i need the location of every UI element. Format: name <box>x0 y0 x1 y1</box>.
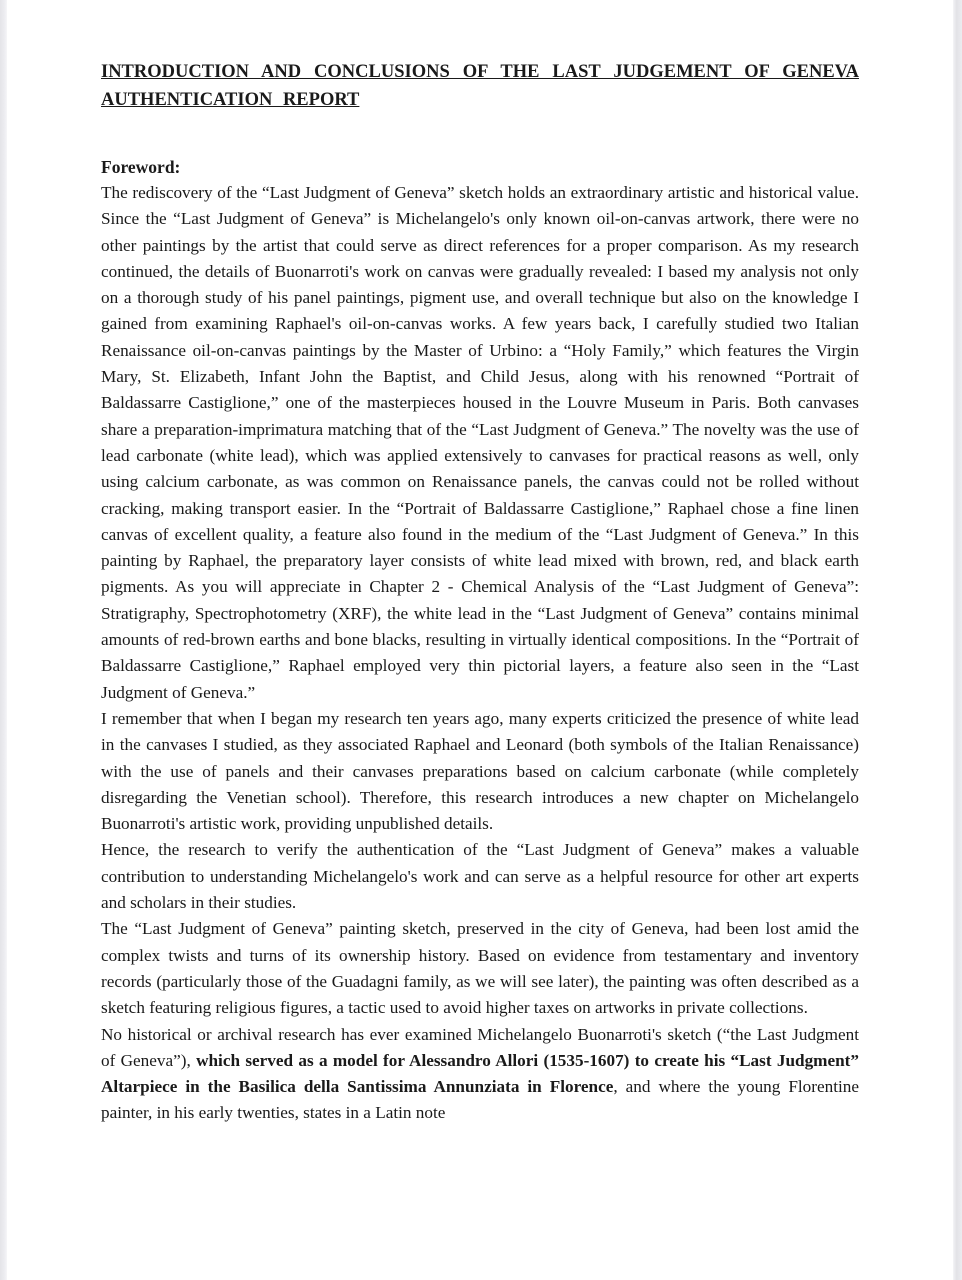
paragraph-4: The “Last Judgment of Geneva” painting sketch, preserved in the city of Geneva, had been lost amid the complex twists and turns of its ownership history. Based on evidence from testamentary and inventory records (particularly those of the Guadagni family, as we will see later), the painting was often described as a sketch featuring religious figures, a tactic used to avoid higher taxes on artworks in private collections. <box>101 919 859 1018</box>
document-title <box>101 58 859 114</box>
paragraph-5-text-b: , and where the young Florentine painter, in his early twenties, states in a Latin note <box>101 1077 859 1123</box>
title-line-2: AUTHENTICATION REPORT <box>101 90 360 110</box>
paragraph-1: The rediscovery of the “Last Judgment of Geneva” sketch holds an extraordinary artistic and historical value. Since the “Last Judgment of Geneva” is Michelangelo's only known oil-on-canvas artwork, there were no other paintings by the artist that could serve as direct references for a proper comparison. As my research continued, the details of Buonarroti's work on canvas were gradually revealed: I based my analysis not only on a thorough study of his panel paintings, pigment use, and overall technique but also on the knowledge I gained from examining Raphael's oil-on-canvas works. A few years back, I carefully studied two Italian Renaissance oil-on-canvas paintings by the Master of Urbino: a “Holy Family,” which features the Virgin Mary, St. Elizabeth, Infant John the Baptist, and Child Jesus, along with his renowned “Portrait of Baldassarre Castiglione,” one of the masterpieces housed in the Louvre Museum in Paris. Both canvases share a preparation-imprimatura matching that of the “Last Judgment of Geneva.” The novelty was the use of lead carbonate (white lead), which was applied extensively to canvases for practical reasons as well, only using calcium carbonate, as was common on Renaissance panels, the canvas could not be rolled without cracking, making transport easier. In the “Portrait of Baldassarre Castiglione,” Raphael chose a fine linen canvas of excellent quality, a feature also found in the medium of the “Last Judgment of Geneva.” In this painting by Raphael, the preparatory layer consists of white lead mixed with brown, red, and black earth pigments. As you will appreciate in Chapter 2 - Chemical Analysis of the “Last Judgment of Geneva”: Stratigraphy, Spectrophotometry (XRF), the white lead in the “Last Judgment of Geneva” contains minimal amounts of red-brown earths and bone blacks, resulting in virtually identical compositions. In the “Portrait of Baldassarre Castiglione,” Raphael employed very thin pictorial layers, a feature also seen in the “Last Judgment of Geneva.” <box>101 183 859 702</box>
page-edge-left <box>0 0 7 1280</box>
paragraph-5-text-a: No historical or archival research has ever examined Michelangelo Buonarroti's sketch (“the Last Judgment of Geneva”), <box>101 1024 859 1070</box>
document-page <box>101 58 859 1127</box>
paragraph-2: I remember that when I began my research ten years ago, many experts criticized the presence of white lead in the canvases I studied, as they associated Raphael and Leonard (both symbols of the Italian Renaissance) with the use of panels and their canvases preparations based on calcium carbonate (while completely disregarding the Venetian school). Therefore, this research introduces a new chapter on Michelangelo Buonarroti's artistic work, providing unpublished details. <box>101 708 859 834</box>
foreword-heading: Foreword: <box>101 157 181 177</box>
page-edge-right <box>953 0 962 1280</box>
paragraph-5-bold-text: which served as a model for Alessandro Allori (1535-1607) to create his “Last Judgment” Altarpiece in the Basilica della Santissima Annunziata in Florence <box>101 1050 859 1097</box>
paragraph-5 <box>101 1022 859 1127</box>
title-line-1: INTRODUCTION AND CONCLUSIONS OF THE LAST JUDGEMENT OF GENEVA <box>101 62 859 82</box>
paragraph-3: Hence, the research to verify the authentication of the “Last Judgment of Geneva” makes a valuable contribution to understanding Michelangelo's work and can serve as a helpful resource for other art experts and scholars in their studies. <box>101 840 859 913</box>
